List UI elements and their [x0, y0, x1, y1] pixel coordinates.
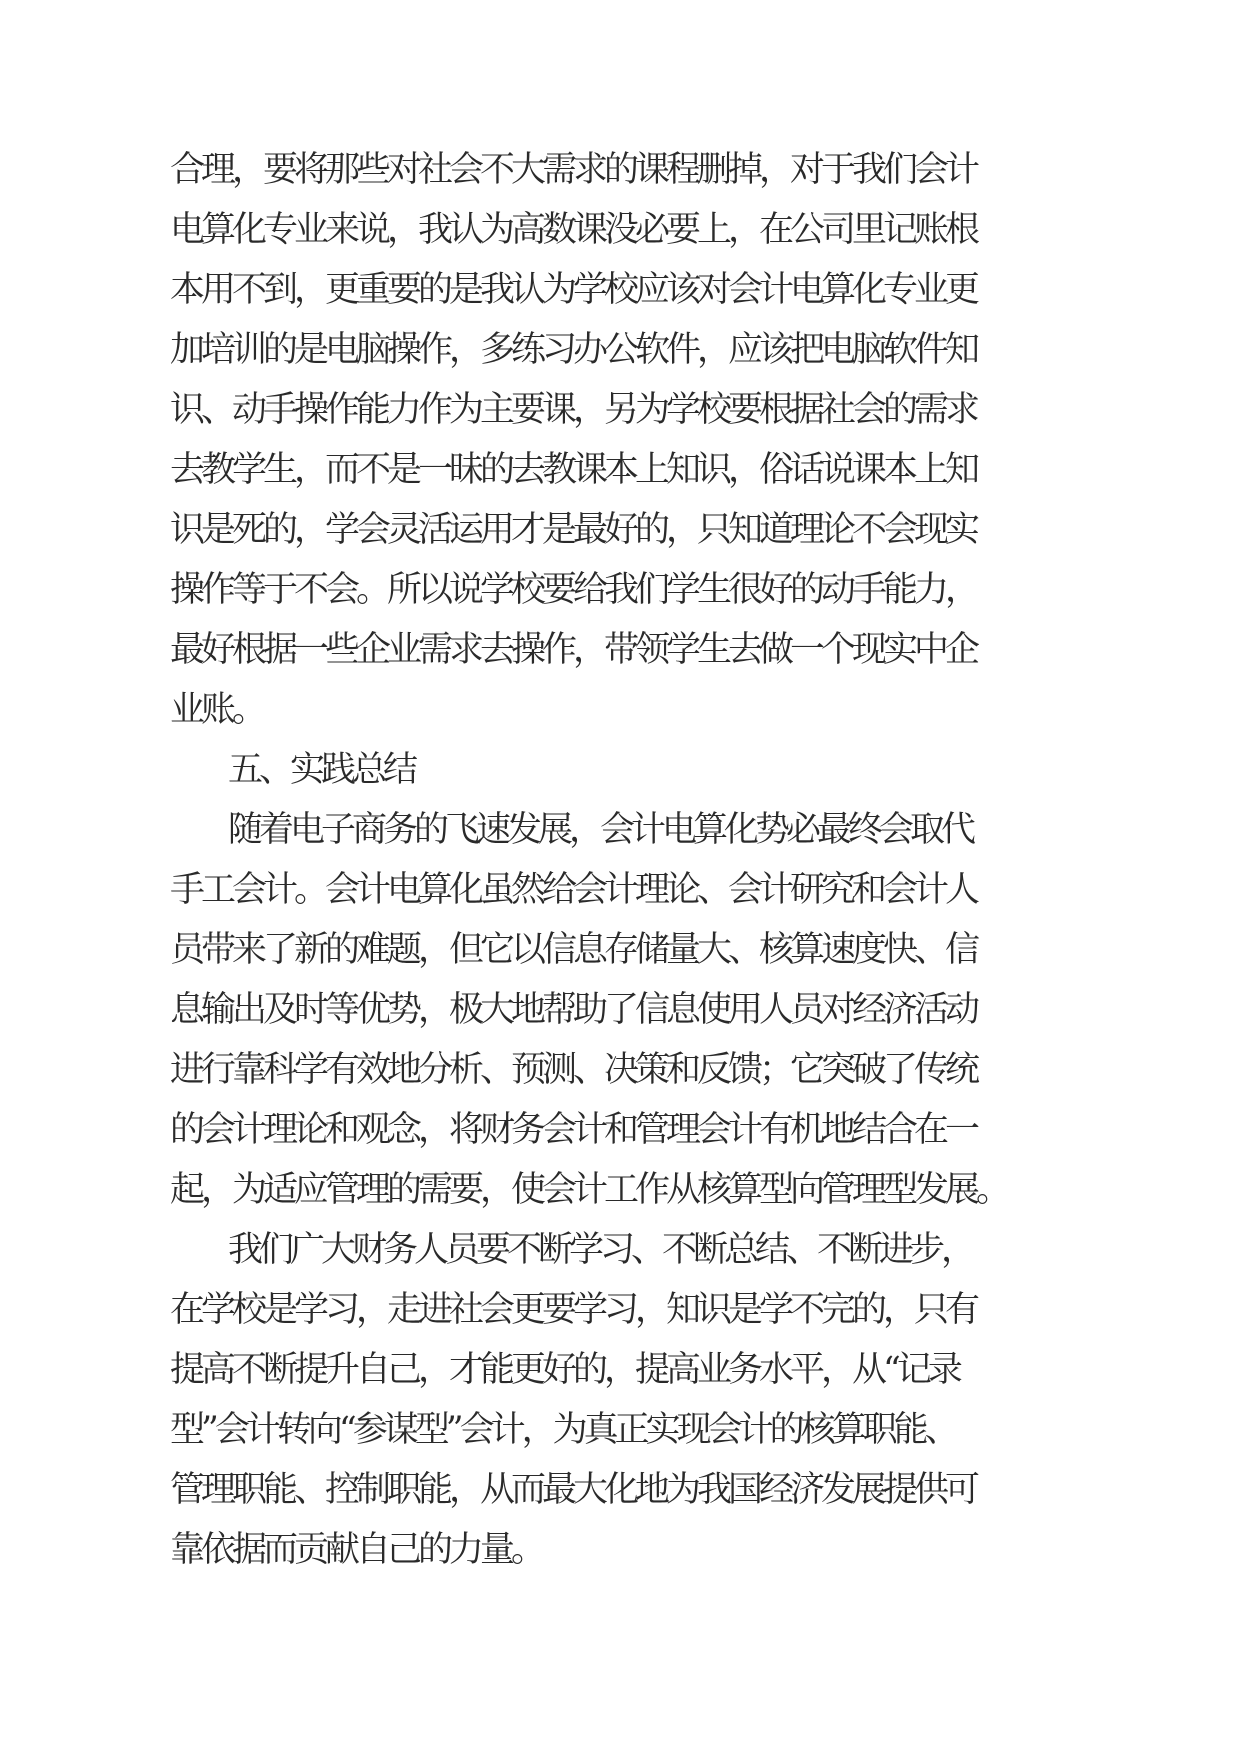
paragraph-line: 靠依据而贡献自己的力量。	[170, 1530, 543, 1570]
paragraph-line: 合理，要将那些对社会不大需求的课程删掉，对于我们会计	[170, 150, 977, 190]
paragraph-line: 识是死的，学会灵活运用才是最好的，只知道理论不会现实	[170, 510, 977, 550]
paragraph-line: 进行靠科学有效地分析、预测、决策和反馈；它突破了传统	[170, 1050, 977, 1090]
paragraph-line: 加培训的是电脑操作，多练习办公软件，应该把电脑软件知	[170, 330, 977, 370]
paragraph-line: 在学校是学习，走进社会更要学习，知识是学不完的，只有	[170, 1290, 977, 1330]
paragraph-line: 操作等于不会。所以说学校要给我们学生很好的动手能力，	[170, 570, 977, 610]
paragraph-line: 型”会计转向“参谋型”会计，为真正实现会计的核算职能、	[170, 1410, 956, 1450]
paragraph-line: 手工会计。会计电算化虽然给会计理论、会计研究和会计人	[170, 870, 977, 910]
paragraph-line: 最好根据一些企业需求去操作，带领学生去做一个现实中企	[170, 630, 977, 670]
section-heading: 五、实践总结	[228, 750, 415, 790]
paragraph-line: 起，为适应管理的需要，使会计工作从核算型向管理型发展。	[170, 1170, 1008, 1210]
paragraph-line: 的会计理论和观念，将财务会计和管理会计有机地结合在一	[170, 1110, 977, 1150]
paragraph-line: 去教学生，而不是一昧的去教课本上知识，俗话说课本上知	[170, 450, 977, 490]
paragraph-line: 管理职能、控制职能，从而最大化地为我国经济发展提供可	[170, 1470, 977, 1510]
paragraph-line: 识、动手操作能力作为主要课，另为学校要根据社会的需求	[170, 390, 977, 430]
paragraph-line: 业账。	[170, 690, 264, 730]
paragraph-line: 提高不断提升自己，才能更好的，提高业务水平，从“记录	[170, 1350, 959, 1390]
paragraph-line: 员带来了新的难题，但它以信息存储量大、核算速度快、信	[170, 930, 977, 970]
paragraph-line: 我们广大财务人员要不断学习、不断总结、不断进步，	[228, 1230, 973, 1270]
paragraph-line: 电算化专业来说，我认为高数课没必要上，在公司里记账根	[170, 210, 977, 250]
paragraph-line: 息输出及时等优势，极大地帮助了信息使用人员对经济活动	[170, 990, 977, 1030]
paragraph-line: 随着电子商务的飞速发展，会计电算化势必最终会取代	[228, 810, 973, 850]
paragraph-line: 本用不到，更重要的是我认为学校应该对会计电算化专业更	[170, 270, 977, 310]
